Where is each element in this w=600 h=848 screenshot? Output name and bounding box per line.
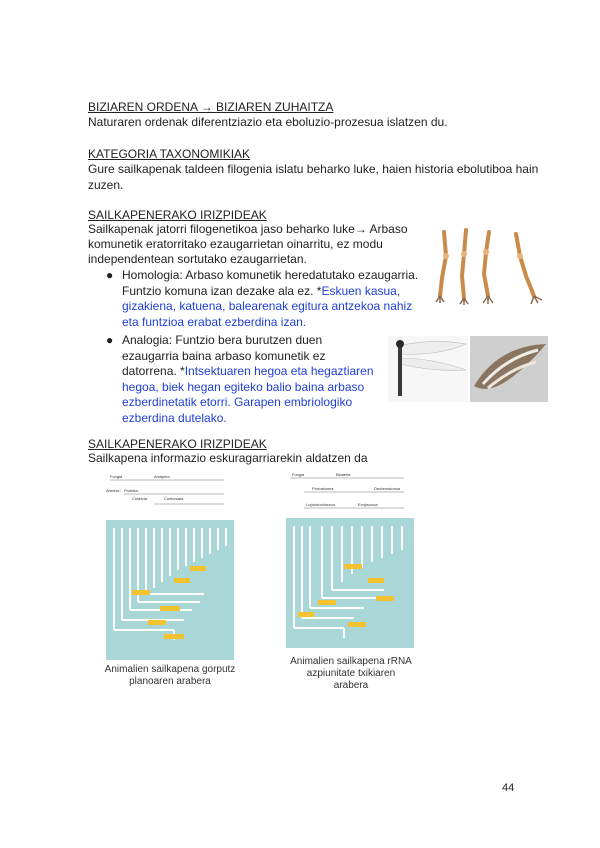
analogous-wings-image [388, 336, 548, 402]
phylogeny-tree-left-graphic [104, 470, 236, 662]
tree-right-label-4: Lophotrochozoa [306, 502, 335, 507]
tree-right-caption-line-3: arabera [333, 680, 369, 691]
section-body-line-3: independentean sortutako ezaugarrietan. [88, 252, 307, 266]
bullet-dot: ● [106, 333, 114, 347]
tree-right-label-3: Deuterostomia [374, 486, 401, 491]
bullet-list [106, 268, 422, 426]
tree-left-label-1: Andiplea [154, 474, 170, 479]
tree-figure-right [284, 468, 416, 652]
section-body-kategoria: Gure sailkapenak taldeen filogenia islatu beharko luke, haien historia ebolutiboa hain zuzen. [88, 162, 539, 192]
tree-left-label-3: Protista- [124, 488, 139, 493]
bullet-analogia-line-6: ezberdina dutelako. [122, 410, 227, 425]
tree-left-label-2: Anemiz- [106, 488, 121, 493]
tree-right-label-1: Bilateria [336, 472, 351, 477]
bullet-analogia-line-4: hegoa, biek hegan egiteko balio baina arbaso [122, 379, 365, 394]
bullet-homologia-line-2: Funtzio komuna izan dezake ala ez. *Eskuen kasua, [122, 283, 401, 298]
tree-left-caption-line-2: planoaren arabera [129, 676, 211, 687]
section-body-line-2: komunetik eratorritako ezaugarrietan oinarritu, ez modu [88, 237, 383, 251]
tree-right-label-0: Fungia [292, 472, 305, 477]
bullet-homologia-line-4: eta funtzioa erabat ezberdina izan. [122, 314, 307, 329]
phylogeny-tree-right-graphic [284, 468, 416, 652]
bullet-dot: ● [106, 268, 114, 282]
tree-left-label-5: Coelomata [164, 496, 184, 501]
tree-left-caption-line-1: Animalien sailkapena gorputz [104, 664, 236, 675]
tree-right-label-2: Protostomia [312, 486, 334, 491]
tree-right-caption-line-1: Animalien sailkapena rRNA [290, 656, 412, 667]
bullet-homologia-line-3: gizakiena, katuena, balearenak egitura antzekoa nahiz [122, 299, 413, 313]
bullet-analogia-line-2: ezaugarria baina arbaso komunetik ez [122, 348, 326, 363]
section-heading-irizpideak-1: SAILKAPENERAKO IRIZPIDEAK [88, 208, 267, 222]
bullet-analogia-line-5: ezberdinetatik etorri. Garapen embriologiko [122, 395, 353, 409]
bullet-analogia-line-1: Analogia: Funtzio bera burutzen duen [122, 333, 323, 347]
tree-left-label-0: Fungia [110, 474, 123, 479]
tree-right-caption [276, 656, 426, 692]
section-heading-kategoria: KATEGORIA TAXONOMIKIAK [88, 147, 251, 161]
bullet-homologia [106, 268, 422, 330]
section-body-sailkapena: Sailkapena informazio eskuragarriarekin aldatzen da [88, 451, 368, 465]
section-heading-irizpideak-2: SAILKAPENERAKO IRIZPIDEAK [88, 437, 267, 451]
tree-right-label-5: Ecdysozoa [358, 502, 378, 507]
bullet-analogia [106, 333, 422, 426]
page-number: 44 [502, 782, 515, 794]
homologous-limbs-image [434, 226, 546, 306]
tree-left-label-4: Cnidaria [132, 496, 147, 501]
section-heading-biziaren-ordena: BIZIAREN ORDENA → BIZIAREN ZUHAITZA [88, 100, 334, 114]
tree-left-caption [100, 664, 240, 688]
section-body-biziaren-ordena: Naturaren ordenak diferentziazio eta eboluzio-prozesua islatzen du. [88, 115, 448, 129]
bullet-analogia-line-3: datorrena. *Intsektuaren hegoa eta hegaztiaren [122, 364, 374, 378]
section-body-line-1: Sailkapenak jatorri filogenetikoa jaso beharko luke→ Arbaso [88, 222, 408, 236]
tree-right-caption-line-2: azpiunitate txikiaren [306, 668, 396, 679]
tree-figure-left [104, 470, 236, 662]
bullet-homologia-line-1: Homologia: Arbaso komunetik heredatutako ezaugarria. [122, 268, 419, 282]
